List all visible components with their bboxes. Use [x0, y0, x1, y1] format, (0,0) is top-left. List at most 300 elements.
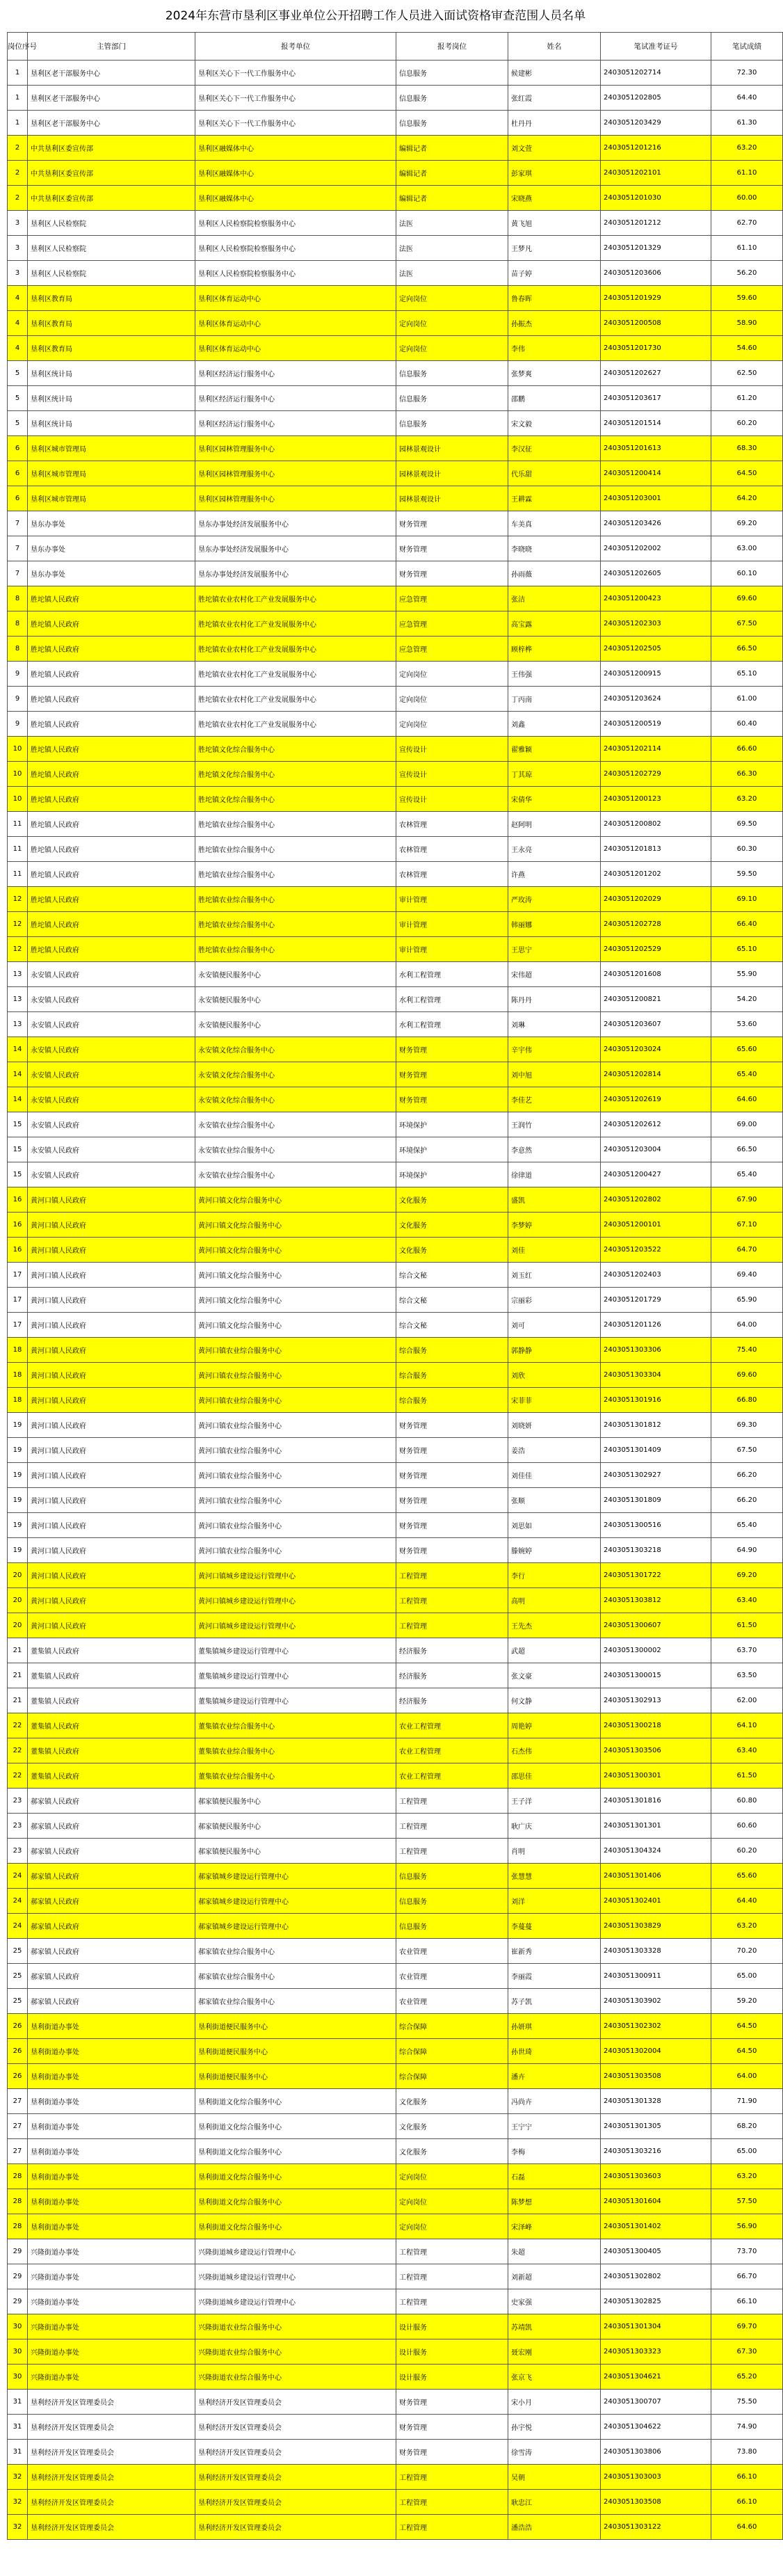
table-cell: 李梦婷	[508, 1213, 601, 1238]
table-row	[8, 2365, 783, 2390]
table-cell: 信息服务	[396, 1864, 508, 1889]
table-cell: 垦东办事处	[28, 511, 195, 536]
table-cell: 综合文秘	[396, 1313, 508, 1338]
table-cell: 2403051301305	[601, 2114, 711, 2139]
table-cell: 67.50	[711, 611, 783, 637]
table-cell: 垦利街道便民服务中心	[195, 2064, 396, 2089]
table-cell: 26	[8, 2039, 28, 2064]
table-cell: 信息服务	[396, 386, 508, 411]
table-cell: 工程管理	[396, 2465, 508, 2490]
candidate-table	[7, 32, 783, 2540]
table-cell: 24	[8, 1864, 28, 1889]
table-cell: 63.40	[711, 1588, 783, 1613]
table-cell: 5	[8, 386, 28, 411]
table-cell: 工程管理	[396, 1613, 508, 1638]
table-cell: 18	[8, 1338, 28, 1363]
table-cell: 宣传设计	[396, 762, 508, 787]
table-cell: 65.60	[711, 1864, 783, 1889]
table-row	[8, 762, 783, 787]
table-cell: 黄河口镇农业综合服务中心	[195, 1338, 396, 1363]
table-cell: 2403051203426	[601, 511, 711, 536]
table-cell: 65.90	[711, 1288, 783, 1313]
table-cell: 63.50	[711, 1663, 783, 1688]
table-cell: 王子洋	[508, 1789, 601, 1814]
table-row	[8, 862, 783, 887]
table-row	[8, 1062, 783, 1087]
table-row	[8, 2014, 783, 2039]
table-cell: 黄河口镇文化综合服务中心	[195, 1288, 396, 1313]
table-cell: 文化服务	[396, 1238, 508, 1263]
table-cell: 69.60	[711, 1363, 783, 1388]
table-cell: 黄河口镇农业综合服务中心	[195, 1438, 396, 1463]
table-cell: 刘佳	[508, 1238, 601, 1263]
table-cell: 31	[8, 2390, 28, 2415]
table-cell: 垦利区园林管理服务中心	[195, 486, 396, 511]
table-row	[8, 1238, 783, 1263]
table-cell: 应急管理	[396, 586, 508, 611]
table-cell: 64.50	[711, 2039, 783, 2064]
table-cell: 文化服务	[396, 2089, 508, 2114]
table-row	[8, 2264, 783, 2289]
table-cell: 定向岗位	[396, 687, 508, 712]
table-cell: 2403051201729	[601, 1288, 711, 1313]
table-cell: 2403051301409	[601, 1438, 711, 1463]
table-cell: 垦利街道办事处	[28, 2214, 195, 2239]
table-cell: 农业工程管理	[396, 1738, 508, 1763]
table-cell: 宋文毅	[508, 411, 601, 436]
table-cell: 黄河口镇城乡建设运行管理中心	[195, 1588, 396, 1613]
table-cell: 18	[8, 1388, 28, 1413]
table-cell: 永安镇人民政府	[28, 1137, 195, 1162]
table-row	[8, 361, 783, 386]
table-cell: 王伟强	[508, 662, 601, 687]
table-cell: 2403051200123	[601, 787, 711, 812]
table-cell: 64.50	[711, 2014, 783, 2039]
table-cell: 2403051300911	[601, 1964, 711, 1989]
table-row	[8, 1939, 783, 1964]
table-row	[8, 1688, 783, 1713]
table-cell: 垦利区人民检察院检察服务中心	[195, 236, 396, 261]
table-cell: 2403051303216	[601, 2139, 711, 2164]
table-cell: 垦利街道办事处	[28, 2064, 195, 2089]
table-body	[8, 61, 783, 2540]
table-cell: 园林景观设计	[396, 461, 508, 486]
table-cell: 2403051202303	[601, 611, 711, 637]
table-cell: 2403051202403	[601, 1263, 711, 1288]
table-cell: 吴朝	[508, 2465, 601, 2490]
table-row	[8, 962, 783, 987]
table-row	[8, 2390, 783, 2415]
table-cell: 68.30	[711, 436, 783, 461]
table-cell: 2403051202814	[601, 1062, 711, 1087]
table-cell: 16	[8, 1238, 28, 1263]
table-cell: 3	[8, 211, 28, 236]
table-cell: 75.40	[711, 1338, 783, 1363]
table-cell: 王梦凡	[508, 236, 601, 261]
table-cell: 董集镇人民政府	[28, 1763, 195, 1789]
table-cell: 2403051301816	[601, 1789, 711, 1814]
table-cell: 工程管理	[396, 1814, 508, 1839]
table-cell: 宋伟超	[508, 962, 601, 987]
table-cell: 宋晓燕	[508, 186, 601, 211]
table-cell: 74.90	[711, 2415, 783, 2440]
table-cell: 垦利经济开发区管理委员会	[28, 2415, 195, 2440]
table-cell: 张慧慧	[508, 1864, 601, 1889]
table-cell: 66.50	[711, 1137, 783, 1162]
table-cell: 65.00	[711, 1964, 783, 1989]
table-cell: 胜坨镇人民政府	[28, 887, 195, 912]
table-row	[8, 2515, 783, 2540]
table-cell: 20	[8, 1613, 28, 1638]
table-cell: 信息服务	[396, 111, 508, 136]
table-row	[8, 687, 783, 712]
table-cell: 2403051202505	[601, 637, 711, 662]
table-cell: 2403051202114	[601, 737, 711, 762]
table-row	[8, 411, 783, 436]
table-cell: 垦利区人民检察院	[28, 211, 195, 236]
table-cell: 信息服务	[396, 411, 508, 436]
table-cell: 22	[8, 1713, 28, 1738]
table-cell: 垦利区体育运动中心	[195, 311, 396, 336]
table-cell: 2403051300516	[601, 1513, 711, 1538]
table-cell: 2403051201202	[601, 862, 711, 887]
table-cell: 邵思佳	[508, 1763, 601, 1789]
table-cell: 黄河口镇城乡建设运行管理中心	[195, 1563, 396, 1588]
table-cell: 胜坨镇人民政府	[28, 712, 195, 737]
table-cell: 宣传设计	[396, 787, 508, 812]
table-cell: 69.00	[711, 1112, 783, 1137]
table-cell: 胜坨镇文化综合服务中心	[195, 762, 396, 787]
table-row	[8, 1338, 783, 1363]
table-cell: 李丽霞	[508, 1964, 601, 1989]
table-cell: 徐律道	[508, 1162, 601, 1187]
table-cell: 69.60	[711, 586, 783, 611]
table-cell: 垦利街道办事处	[28, 2039, 195, 2064]
table-cell: 垦利街道办事处	[28, 2139, 195, 2164]
table-cell: 61.50	[711, 1613, 783, 1638]
table-cell: 黄河口镇人民政府	[28, 1213, 195, 1238]
table-cell: 1	[8, 86, 28, 111]
table-cell: 垦利区关心下一代工作服务中心	[195, 111, 396, 136]
table-cell: 永安镇人民政府	[28, 987, 195, 1012]
table-cell: 63.40	[711, 1738, 783, 1763]
table-cell: 垦利街道办事处	[28, 2114, 195, 2139]
table-cell: 宋菲菲	[508, 1388, 601, 1413]
table-cell: 董集镇人民政府	[28, 1738, 195, 1763]
table-cell: 应急管理	[396, 611, 508, 637]
table-cell: 农业管理	[396, 1964, 508, 1989]
table-cell: 61.10	[711, 236, 783, 261]
table-cell: 11	[8, 837, 28, 862]
table-cell: 63.00	[711, 536, 783, 561]
table-cell: 农林管理	[396, 862, 508, 887]
table-cell: 董集镇城乡建设运行管理中心	[195, 1688, 396, 1713]
table-cell: 定向岗位	[396, 2214, 508, 2239]
table-cell: 28	[8, 2214, 28, 2239]
table-cell: 8	[8, 586, 28, 611]
table-cell: 2403051201608	[601, 962, 711, 987]
header-cell: 笔试成绩	[711, 33, 783, 61]
table-cell: 10	[8, 737, 28, 762]
table-cell: 垦利区教育局	[28, 336, 195, 361]
table-cell: 7	[8, 561, 28, 586]
table-cell: 2403051200414	[601, 461, 711, 486]
table-cell: 21	[8, 1638, 28, 1663]
table-cell: 兴隆街道农业综合服务中心	[195, 2339, 396, 2365]
table-cell: 张洁	[508, 586, 601, 611]
table-row	[8, 2089, 783, 2114]
table-cell: 郝家镇便民服务中心	[195, 1814, 396, 1839]
table-cell: 垦利区关心下一代工作服务中心	[195, 86, 396, 111]
table-cell: 永安镇农业综合服务中心	[195, 1162, 396, 1187]
table-cell: 17	[8, 1288, 28, 1313]
table-cell: 胜坨镇人民政府	[28, 837, 195, 862]
table-cell: 66.10	[711, 2289, 783, 2314]
table-header	[8, 33, 783, 61]
table-row	[8, 2214, 783, 2239]
table-cell: 2403051201730	[601, 336, 711, 361]
table-cell: 62.70	[711, 211, 783, 236]
page-title: 2024年东营市垦利区事业单位公开招聘工作人员进入面试资格审查范围人员名单	[165, 9, 586, 23]
table-row	[8, 1864, 783, 1889]
table-cell: 63.70	[711, 1638, 783, 1663]
table-cell: 黄河口镇城乡建设运行管理中心	[195, 1613, 396, 1638]
table-cell: 69.40	[711, 1263, 783, 1288]
table-cell: 丁其琼	[508, 762, 601, 787]
table-cell: 2403051301722	[601, 1563, 711, 1588]
table-cell: 永安镇人民政府	[28, 1012, 195, 1037]
table-cell: 董集镇人民政府	[28, 1663, 195, 1688]
table-cell: 法医	[396, 211, 508, 236]
table-cell: 2403051303829	[601, 1914, 711, 1939]
table-cell: 2403051202729	[601, 762, 711, 787]
table-cell: 26	[8, 2014, 28, 2039]
table-cell: 黄河口镇农业综合服务中心	[195, 1513, 396, 1538]
table-cell: 胜坨镇人民政府	[28, 586, 195, 611]
table-cell: 中共垦利区委宣传部	[28, 136, 195, 161]
table-row	[8, 662, 783, 687]
table-cell: 73.80	[711, 2440, 783, 2465]
table-cell: 园林景观设计	[396, 436, 508, 461]
table-cell: 黄河口镇人民政府	[28, 1588, 195, 1613]
table-cell: 2403051301402	[601, 2214, 711, 2239]
table-cell: 2403051300607	[601, 1613, 711, 1638]
table-cell: 园林景观设计	[396, 486, 508, 511]
table-cell: 9	[8, 712, 28, 737]
table-cell: 辛宇伟	[508, 1037, 601, 1062]
table-cell: 董集镇农业综合服务中心	[195, 1763, 396, 1789]
table-cell: 信息服务	[396, 1914, 508, 1939]
table-cell: 60.80	[711, 1789, 783, 1814]
table-cell: 郝家镇人民政府	[28, 1889, 195, 1914]
table-cell: 王先杰	[508, 1613, 601, 1638]
table-cell: 2403051303603	[601, 2164, 711, 2189]
table-cell: 综合保障	[396, 2014, 508, 2039]
header-cell: 姓名	[508, 33, 601, 61]
table-row	[8, 712, 783, 737]
table-cell: 28	[8, 2164, 28, 2189]
table-cell: 许燕	[508, 862, 601, 887]
table-cell: 61.00	[711, 687, 783, 712]
table-cell: 胜坨镇文化综合服务中心	[195, 787, 396, 812]
table-cell: 财务管理	[396, 1488, 508, 1513]
table-cell: 工程管理	[396, 2239, 508, 2264]
table-cell: 2	[8, 161, 28, 186]
table-cell: 64.90	[711, 1538, 783, 1563]
table-cell: 农林管理	[396, 837, 508, 862]
table-cell: 兴隆街道办事处	[28, 2365, 195, 2390]
table-cell: 综合文秘	[396, 1263, 508, 1288]
table-cell: 垦利经济开发区管理委员会	[195, 2415, 396, 2440]
table-cell: 刘可	[508, 1313, 601, 1338]
table-cell: 9	[8, 662, 28, 687]
table-cell: 2403051200423	[601, 586, 711, 611]
table-cell: 刘文萱	[508, 136, 601, 161]
table-row	[8, 1638, 783, 1663]
table-cell: 66.20	[711, 1463, 783, 1488]
table-cell: 农业工程管理	[396, 1763, 508, 1789]
table-cell: 61.20	[711, 386, 783, 411]
table-cell: 综合保障	[396, 2039, 508, 2064]
table-cell: 定向岗位	[396, 286, 508, 311]
table-cell: 信息服务	[396, 1889, 508, 1914]
table-cell: 黄飞旭	[508, 211, 601, 236]
table-row	[8, 1012, 783, 1037]
table-cell: 19	[8, 1513, 28, 1538]
table-cell: 垦利街道文化综合服务中心	[195, 2089, 396, 2114]
table-cell: 胜坨镇人民政府	[28, 637, 195, 662]
table-cell: 农业管理	[396, 1989, 508, 2014]
table-cell: 69.10	[711, 887, 783, 912]
table-cell: 黄河口镇人民政府	[28, 1488, 195, 1513]
table-cell: 永安镇农业综合服务中心	[195, 1112, 396, 1137]
table-cell: 垦利区体育运动中心	[195, 336, 396, 361]
table-cell: 64.60	[711, 1087, 783, 1112]
table-cell: 工程管理	[396, 2515, 508, 2540]
table-cell: 7	[8, 536, 28, 561]
table-cell: 19	[8, 1438, 28, 1463]
table-cell: 2403051303806	[601, 2440, 711, 2465]
table-cell: 李蔓蔓	[508, 1914, 601, 1939]
table-cell: 胜坨镇文化综合服务中心	[195, 737, 396, 762]
table-cell: 垦利区经济运行服务中心	[195, 361, 396, 386]
table-cell: 丁丙南	[508, 687, 601, 712]
table-cell: 2403051303508	[601, 2064, 711, 2089]
table-cell: 2403051201216	[601, 136, 711, 161]
table-cell: 32	[8, 2465, 28, 2490]
table-cell: 永安镇人民政府	[28, 1037, 195, 1062]
table-cell: 财务管理	[396, 1087, 508, 1112]
table-cell: 定向岗位	[396, 712, 508, 737]
table-cell: 环境保护	[396, 1137, 508, 1162]
table-cell: 黄河口镇农业综合服务中心	[195, 1488, 396, 1513]
table-cell: 2	[8, 186, 28, 211]
table-row	[8, 586, 783, 611]
table-cell: 垦利区教育局	[28, 311, 195, 336]
table-row	[8, 1588, 783, 1613]
table-cell: 黄河口镇人民政府	[28, 1313, 195, 1338]
table-cell: 工程管理	[396, 2289, 508, 2314]
table-cell: 66.80	[711, 1388, 783, 1413]
table-cell: 信息服务	[396, 86, 508, 111]
table-cell: 胜坨镇农业农村化工产业发展服务中心	[195, 611, 396, 637]
table-cell: 15	[8, 1162, 28, 1187]
table-cell: 黄河口镇人民政府	[28, 1338, 195, 1363]
table-cell: 胜坨镇农业农村化工产业发展服务中心	[195, 712, 396, 737]
table-cell: 垦利区城市管理局	[28, 461, 195, 486]
table-cell: 垦利区体育运动中心	[195, 286, 396, 311]
table-cell: 17	[8, 1313, 28, 1338]
table-cell: 60.20	[711, 411, 783, 436]
table-row	[8, 336, 783, 361]
table-cell: 23	[8, 1789, 28, 1814]
table-cell: 13	[8, 1012, 28, 1037]
table-cell: 2403051203522	[601, 1238, 711, 1263]
table-cell: 滕婉婷	[508, 1538, 601, 1563]
table-cell: 环境保护	[396, 1162, 508, 1187]
table-cell: 66.60	[711, 737, 783, 762]
table-cell: 垦利区人民检察院	[28, 236, 195, 261]
table-cell: 黄河口镇人民政府	[28, 1288, 195, 1313]
table-cell: 定向岗位	[396, 311, 508, 336]
table-cell: 永安镇人民政府	[28, 1062, 195, 1087]
table-cell: 2403051200802	[601, 812, 711, 837]
table-cell: 32	[8, 2515, 28, 2540]
table-row	[8, 912, 783, 937]
table-row	[8, 1438, 783, 1463]
table-cell: 58.90	[711, 311, 783, 336]
table-cell: 7	[8, 511, 28, 536]
table-cell: 黄河口镇农业综合服务中心	[195, 1388, 396, 1413]
table-cell: 2403051201030	[601, 186, 711, 211]
table-cell: 61.50	[711, 1763, 783, 1789]
table-cell: 黄河口镇人民政府	[28, 1187, 195, 1213]
table-cell: 黄河口镇人民政府	[28, 1413, 195, 1438]
table-cell: 肖明	[508, 1839, 601, 1864]
table-cell: 2403051203001	[601, 486, 711, 511]
table-cell: 文化服务	[396, 2114, 508, 2139]
table-cell: 苗子婷	[508, 261, 601, 286]
table-cell: 14	[8, 1062, 28, 1087]
table-cell: 张文豪	[508, 1663, 601, 1688]
table-cell: 4	[8, 286, 28, 311]
table-cell: 2403051201212	[601, 211, 711, 236]
table-cell: 2403051301809	[601, 1488, 711, 1513]
table-row	[8, 1087, 783, 1112]
table-cell: 垦利区经济运行服务中心	[195, 411, 396, 436]
table-cell: 李汉征	[508, 436, 601, 461]
table-cell: 2403051304621	[601, 2365, 711, 2390]
header-cell: 报考单位	[195, 33, 396, 61]
table-row	[8, 611, 783, 637]
table-cell: 郝家镇人民政府	[28, 1839, 195, 1864]
table-cell: 66.40	[711, 912, 783, 937]
table-cell: 胜坨镇农业农村化工产业发展服务中心	[195, 662, 396, 687]
table-cell: 11	[8, 862, 28, 887]
table-cell: 2403051301812	[601, 1413, 711, 1438]
table-cell: 兴隆街道城乡建设运行管理中心	[195, 2289, 396, 2314]
table-cell: 垦利区人民检察院检察服务中心	[195, 261, 396, 286]
table-cell: 8	[8, 611, 28, 637]
table-cell: 郝家镇人民政府	[28, 1789, 195, 1814]
table-row	[8, 386, 783, 411]
table-cell: 黄河口镇人民政府	[28, 1238, 195, 1263]
table-cell: 文化服务	[396, 2139, 508, 2164]
table-cell: 宋倩华	[508, 787, 601, 812]
table-cell: 农业管理	[396, 1939, 508, 1964]
table-row	[8, 1989, 783, 2014]
table-cell: 23	[8, 1814, 28, 1839]
